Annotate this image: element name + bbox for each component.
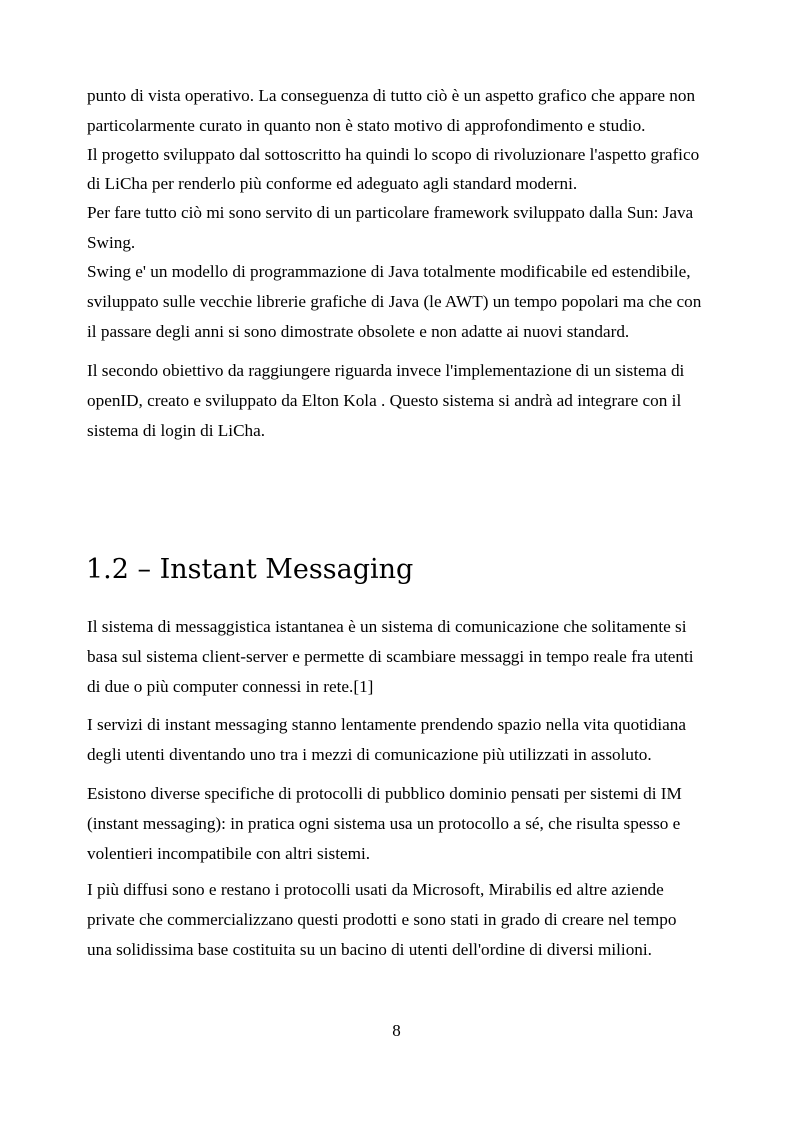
- text-line: volentieri incompatibile con altri sistemi.: [87, 844, 371, 863]
- text-line: I servizi di instant messaging stanno lentamente prendendo spazio nella vita quotidiana: [87, 715, 687, 734]
- text-line: particolarmente curato in quanto non è stato motivo di approfondimento e studio.: [87, 116, 646, 135]
- section-heading: 1.2 – Instant Messaging: [86, 554, 414, 585]
- text-line: Il sistema di messaggistica istantanea è un sistema di comunicazione che solitamente si: [87, 617, 687, 636]
- text-line: private che commercializzano questi prodotti e sono stati in grado di creare nel tempo: [87, 910, 677, 929]
- text-line: Il progetto sviluppato dal sottoscritto ha quindi lo scopo di rivoluzionare l'aspetto grafico: [87, 145, 700, 164]
- text-line: Swing e' un modello di programmazione di Java totalmente modificabile ed estendibile,: [87, 262, 691, 281]
- text-line: Swing.: [87, 233, 136, 252]
- text-line: Il secondo obiettivo da raggiungere riguarda invece l'implementazione di un sistema di: [87, 361, 685, 380]
- text-line: una solidissima base costituita su un bacino di utenti dell'ordine di diversi milioni.: [87, 940, 652, 959]
- text-line: il passare degli anni si sono dimostrate obsolete e non adatte ai nuovi standard.: [87, 322, 630, 341]
- text-line: I più diffusi sono e restano i protocolli usati da Microsoft, Mirabilis ed altre aziende: [87, 880, 664, 899]
- text-line: openID, creato e sviluppato da Elton Kola . Questo sistema si andrà ad integrare con il: [87, 391, 682, 410]
- text-line: Per fare tutto ciò mi sono servito di un particolare framework sviluppato dalla Sun: Java: [87, 203, 694, 222]
- page-number: 8: [392, 1021, 401, 1040]
- text-line: degli utenti diventando uno tra i mezzi di comunicazione più utilizzati in assoluto.: [87, 745, 652, 764]
- text-line: di LiCha per renderlo più conforme ed adeguato agli standard moderni.: [87, 174, 578, 193]
- text-line: di due o più computer connessi in rete.[1]: [87, 677, 374, 696]
- text-line: punto di vista operativo. La conseguenza di tutto ciò è un aspetto grafico che appare non: [87, 86, 696, 105]
- text-line: basa sul sistema client-server e permette di scambiare messaggi in tempo reale fra utenti: [87, 647, 694, 666]
- text-line: (instant messaging): in pratica ogni sistema usa un protocollo a sé, che risulta spesso e: [87, 814, 681, 833]
- text-line: Esistono diverse specifiche di protocolli di pubblico dominio pensati per sistemi di IM: [87, 784, 682, 803]
- text-line: sviluppato sulle vecchie librerie grafiche di Java (le AWT) un tempo popolari ma che con: [87, 292, 702, 311]
- text-line: sistema di login di LiCha.: [87, 421, 266, 440]
